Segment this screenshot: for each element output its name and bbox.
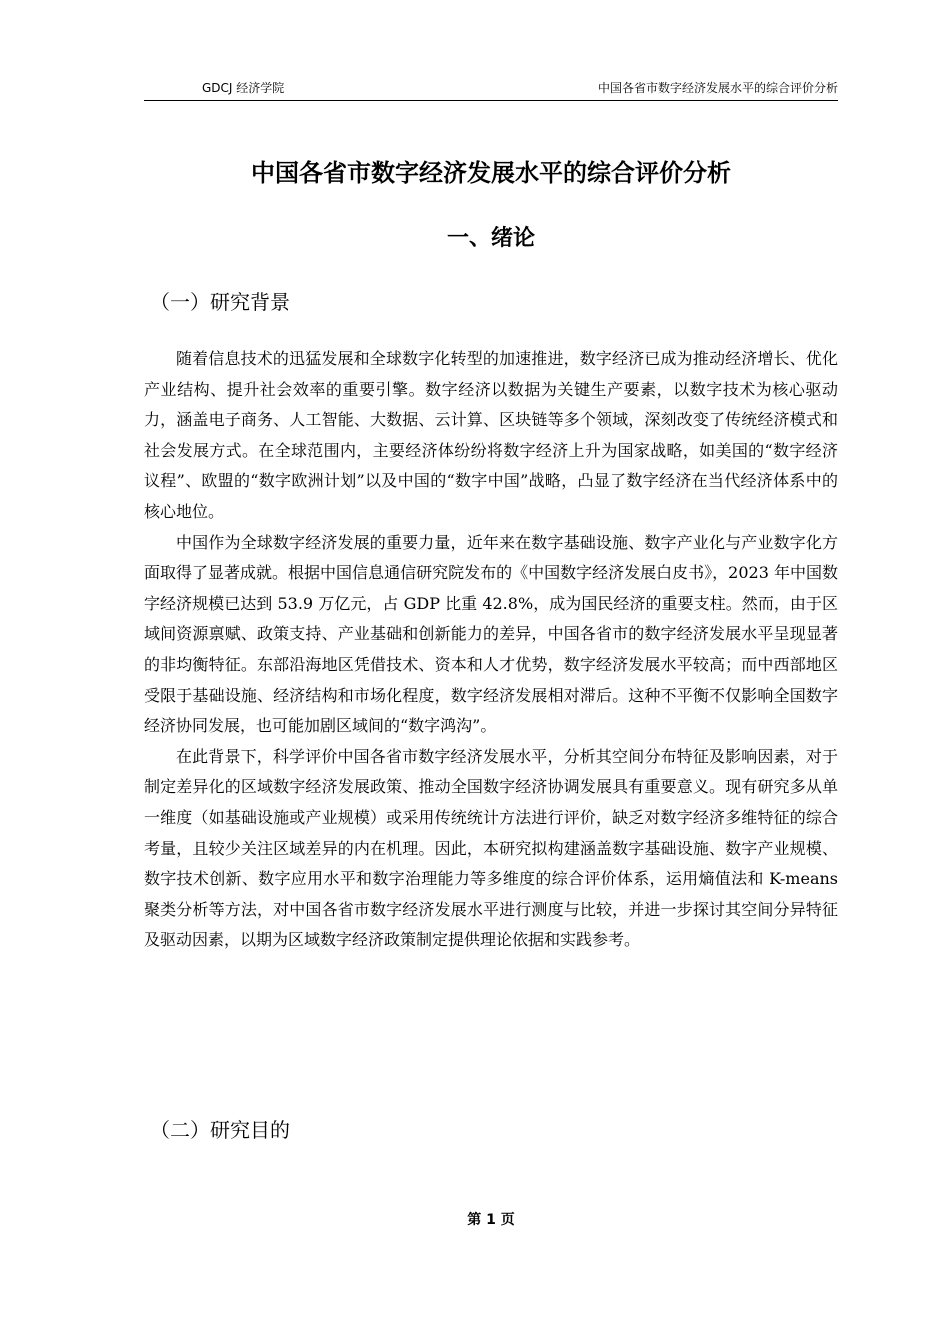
paragraph: 在此背景下，科学评价中国各省市数字经济发展水平，分析其空间分布特征及影响因素，对于制定差异化的区域数字经济发展政策、推动全国数字经济协调发展具有重要意义。现有研究多从单一维度（如基础设施或产业规模）或采用传统统计方法进行评价，缺乏对数字经济多维特征的综合考量，且较少关注区域差异的内在机理。因此，本研究拟构建涵盖数字基础设施、数字产业规模、数字技术创新、数字应用水平和数字治理能力等多维度的综合评价体系，运用熵值法和 K-means 聚类分析等方法，对中国各省市数字经济发展水平进行测度与比较，并进一步探讨其空间分异特征及驱动因素，以期为区域数字经济政策制定提供理论依据和实践参考。	[144, 746, 838, 950]
body-text	[144, 344, 838, 956]
paragraph: 随着信息技术的迅猛发展和全球数字化转型的加速推进，数字经济已成为推动经济增长、优化产业结构、提升社会效率的重要引擎。数字经济以数据为关键生产要素，以数字技术为核心驱动力，涵盖电子商务、人工智能、大数据、云计算、区块链等多个领域，深刻改变了传统经济模式和社会发展方式。在全球范围内，主要经济体纷纷将数字经济上升为国家战略，如美国的“数字经济议程”、欧盟的“数字欧洲计划”以及中国的“数字中国”战略，凸显了数字经济在当代经济体系中的核心地位。	[144, 349, 838, 521]
subsection-heading-purpose: （二）研究目的	[150, 1118, 290, 1142]
page-header	[144, 78, 838, 101]
subsection-heading-background: （一）研究背景	[150, 290, 290, 314]
header-running-title: 中国各省市数字经济发展水平的综合评价分析	[597, 81, 838, 95]
page-number: 第 1 页	[467, 1212, 515, 1228]
section-heading: 一、绪论	[446, 226, 535, 251]
header-institution: GDCJ 经济学院	[202, 81, 285, 95]
document-title: 中国各省市数字经济发展水平的综合评价分析	[251, 159, 731, 187]
paragraph: 中国作为全球数字经济发展的重要力量，近年来在数字基础设施、数字产业化与产业数字化方面取得了显著成就。根据中国信息通信研究院发布的《中国数字经济发展白皮书》，2023 年中国数字经济规模已达到 53.9 万亿元，占 GDP 比重 42.8%，成为国民经济的重要支柱。然而，由于区域间资源禀赋、政策支持、产业基础和创新能力的差异，中国各省市的数字经济发展水平呈现显著的非均衡特征。东部沿海地区凭借技术、资本和人才优势，数字经济发展水平较高；而中西部地区受限于基础设施、经济结构和市场化程度，数字经济发展相对滞后。这种不平衡不仅影响全国数字经济协同发展，也可能加剧区域间的“数字鸿沟”。	[144, 532, 838, 736]
